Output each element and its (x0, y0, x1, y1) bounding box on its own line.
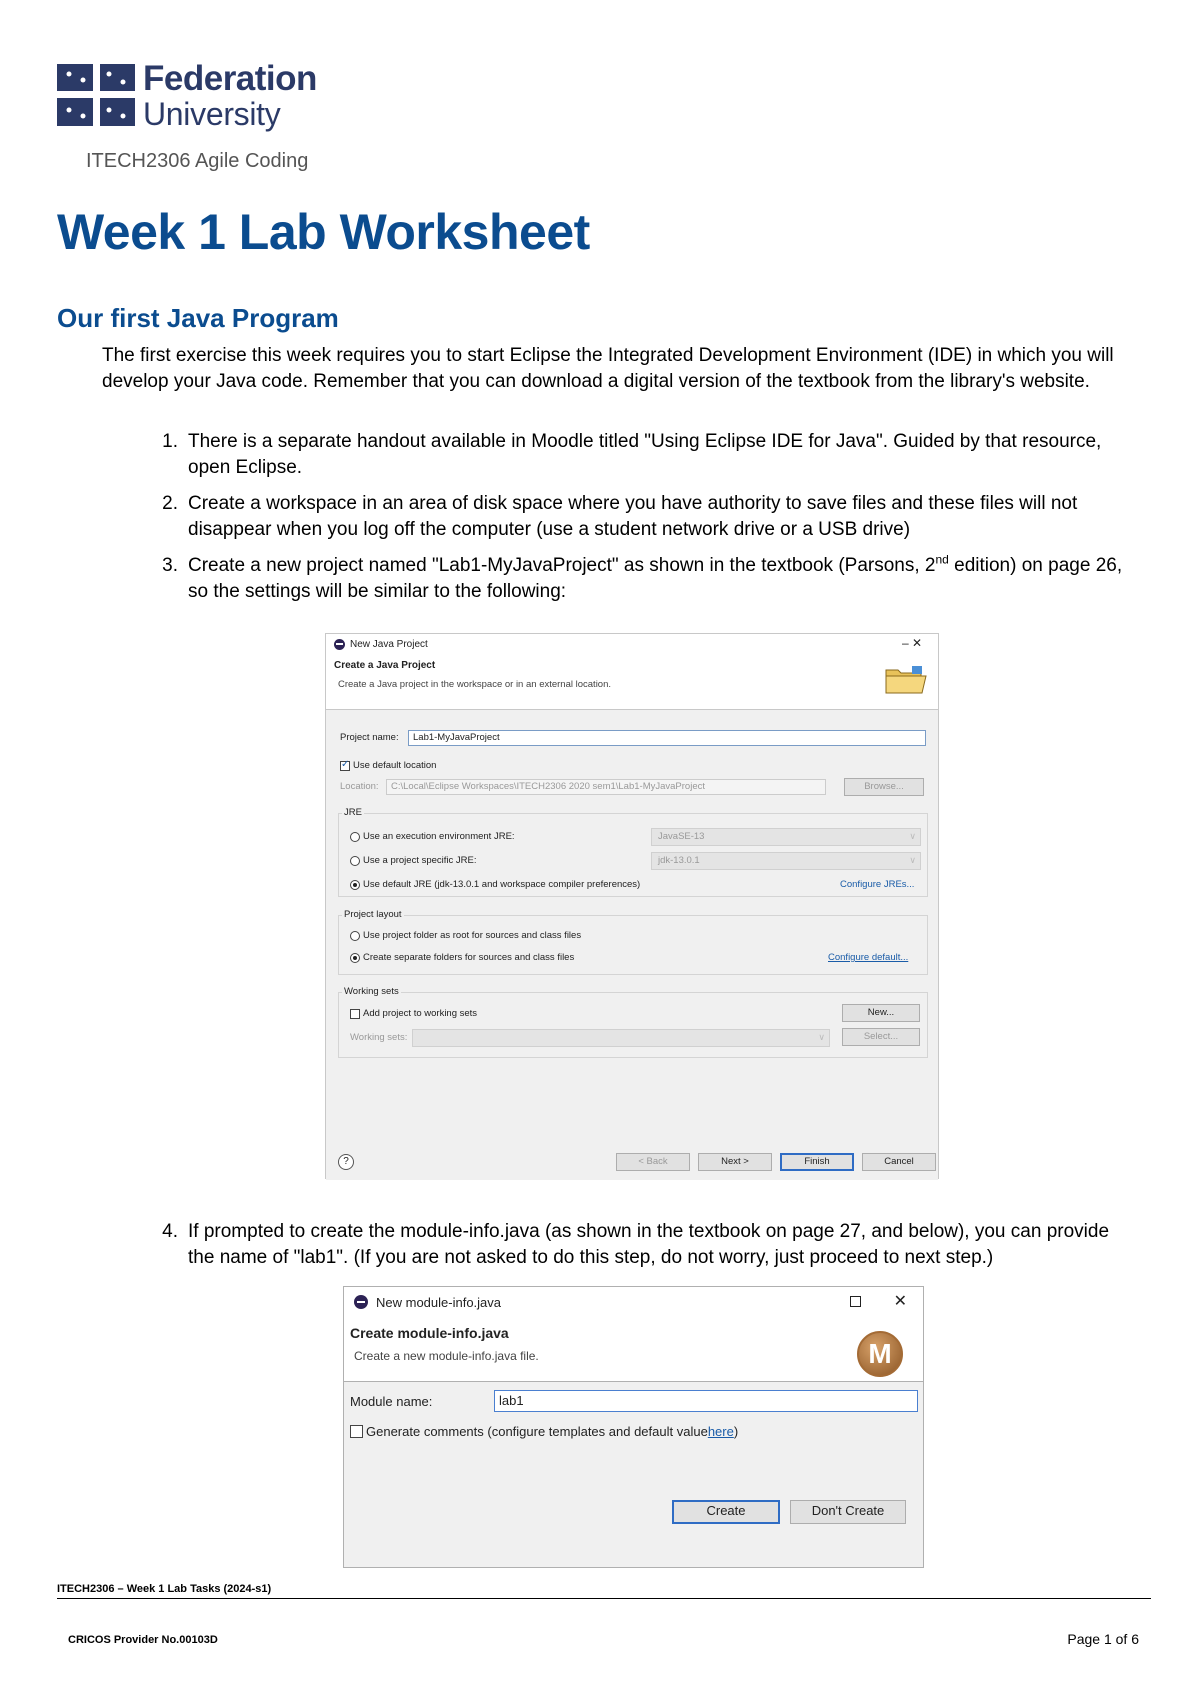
layout-separate-radio[interactable]: Create separate folders for sources and class files (350, 952, 574, 963)
dialog-header-desc: Create a new module-info.java file. (354, 1349, 539, 1363)
generate-comments-checkbox[interactable]: Generate comments (configure templates and default value here ) (350, 1424, 738, 1439)
back-button[interactable]: < Back (616, 1153, 690, 1171)
page-title: Week 1 Lab Worksheet (57, 204, 590, 260)
working-sets-group (338, 992, 928, 1058)
federation-flag-icon (57, 64, 135, 126)
list-number: 1. (162, 431, 178, 452)
dialog-body (344, 1382, 923, 1567)
project-layout-label: Project layout (344, 909, 402, 920)
checkbox-icon (350, 1009, 360, 1019)
list-number: 4. (162, 1221, 178, 1242)
project-name-input[interactable]: Lab1-MyJavaProject (408, 730, 926, 746)
configure-default-link[interactable]: Configure default... (828, 952, 909, 963)
layout-root-radio[interactable]: Use project folder as root for sources and class files (350, 930, 581, 941)
radio-icon (350, 856, 360, 866)
dialog-header-title: Create module-info.java (350, 1325, 509, 1341)
working-sets-label: Working sets (344, 986, 399, 997)
location-label: Location: (340, 781, 379, 792)
eclipse-icon (354, 1295, 368, 1309)
list-text: There is a separate handout available in Moodle titled "Using Eclipse IDE for Java". Guided by that resource, open Eclipse. (188, 431, 1102, 478)
module-badge-icon: M (857, 1331, 903, 1377)
university-logo (57, 58, 317, 132)
dialog-window-title: New module-info.java (376, 1294, 502, 1310)
new-java-project-dialog (325, 633, 939, 1179)
help-icon[interactable]: ? (338, 1154, 354, 1170)
jre-project-specific-radio[interactable]: Use a project specific JRE: (350, 855, 477, 866)
create-button[interactable]: Create (672, 1500, 780, 1524)
jre-default-radio[interactable]: Use default JRE (jdk-13.0.1 and workspace compiler preferences) (350, 879, 640, 890)
footer-divider (57, 1598, 1151, 1599)
close-icon[interactable]: ✕ (893, 1293, 907, 1310)
dialog-window-title: New Java Project (350, 638, 428, 650)
list-text: Create a new project named "Lab1-MyJavaProject" as shown in the textbook (Parsons, 2nd edition) on page 26, so the settings will be similar to the following: (188, 552, 1123, 602)
radio-selected-icon (350, 953, 360, 963)
add-to-working-sets-checkbox[interactable]: Add project to working sets (350, 1008, 477, 1019)
module-name-label: Module name: (350, 1394, 433, 1409)
course-code: ITECH2306 Agile Coding (86, 150, 309, 172)
browse-button[interactable]: Browse... (844, 778, 924, 796)
section-heading: Our first Java Program (57, 303, 339, 333)
eclipse-icon (334, 639, 345, 650)
dialog-header (326, 654, 938, 710)
select-working-set-button[interactable]: Select... (842, 1028, 920, 1046)
footer-title: ITECH2306 – Week 1 Lab Tasks (2024-s1) (57, 1583, 272, 1595)
jre-group-label: JRE (344, 807, 362, 818)
execution-env-select[interactable]: JavaSE-13 ∨ (651, 828, 921, 846)
new-working-set-button[interactable]: New... (842, 1004, 920, 1022)
list-text: If prompted to create the module-info.java (as shown in the textbook on page 27, and below), you can provide the name of "lab1". (If you are not asked to do this step, do not worry, just proceed to next step.) (188, 1221, 1110, 1268)
list-text: Create a workspace in an area of disk space where you have authority to save files and these files will not disappear when you log off the computer (use a student network drive or a USB drive) (188, 493, 1078, 540)
checkbox-checked-icon (340, 761, 350, 771)
configure-jres-link[interactable]: Configure JREs... (840, 879, 915, 890)
list-number: 2. (162, 493, 178, 514)
dialog-header (344, 1317, 923, 1382)
radio-icon (350, 832, 360, 842)
footer-cricos: CRICOS Provider No.00103D (68, 1634, 218, 1646)
dialog-titlebar (344, 1287, 923, 1317)
dont-create-button[interactable]: Don't Create (790, 1500, 906, 1524)
working-sets-select[interactable] (412, 1029, 830, 1047)
project-name-label: Project name: (340, 732, 399, 743)
use-default-location-checkbox[interactable]: ✓ Use default location (340, 760, 436, 771)
finish-button[interactable]: Finish (780, 1153, 854, 1171)
module-name-input[interactable]: lab1 (494, 1390, 918, 1412)
maximize-icon[interactable] (850, 1296, 861, 1307)
jre-execution-env-radio[interactable]: Use an execution environment JRE: (350, 831, 515, 842)
intro-paragraph: The first exercise this week requires you to start Eclipse the Integrated Development Environment (IDE) in which you will develop your Java code. Remember that you can download a digital version of the textbook from the library's website. (102, 345, 1114, 392)
window-controls[interactable]: – ✕ (901, 636, 922, 650)
new-module-info-dialog (343, 1286, 924, 1568)
radio-icon (350, 931, 360, 941)
dialog-body (326, 710, 938, 1180)
dialog-header-title: Create a Java Project (334, 660, 436, 671)
radio-selected-icon (350, 880, 360, 890)
logo-federation-text: Federation (143, 58, 317, 98)
project-jre-select[interactable]: jdk-13.0.1 ∨ (651, 852, 921, 870)
location-input[interactable]: C:\Local\Eclipse Workspaces\ITECH2306 2020 sem1\Lab1-MyJavaProject (386, 779, 826, 795)
cancel-button[interactable]: Cancel (862, 1153, 936, 1171)
next-button[interactable]: Next > (698, 1153, 772, 1171)
dialog-header-desc: Create a Java project in the workspace or in an external location. (338, 679, 612, 690)
page-number: Page 1 of 6 (1067, 1631, 1139, 1647)
here-link[interactable]: here (707, 1424, 734, 1439)
folder-icon (884, 664, 928, 696)
working-sets-field-label: Working sets: (350, 1032, 408, 1043)
dialog-titlebar (326, 634, 938, 654)
checkbox-icon (350, 1425, 363, 1438)
logo-university-text: University (143, 95, 281, 132)
project-layout-group (338, 915, 928, 975)
list-number: 3. (162, 555, 178, 576)
